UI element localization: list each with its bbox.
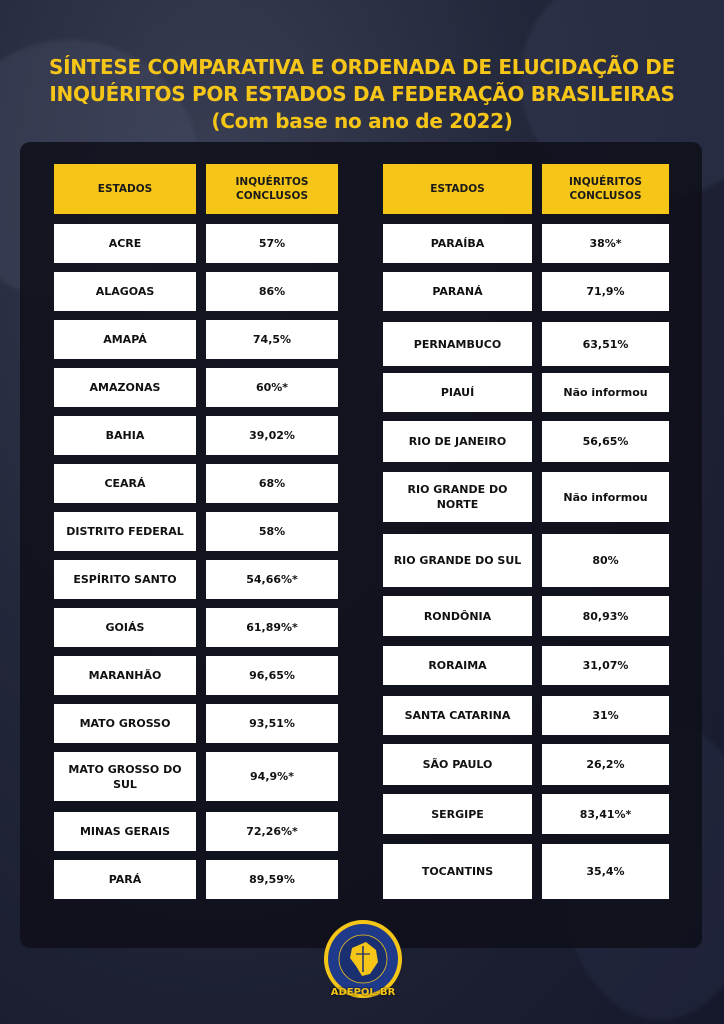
left-estado-cell: ACRE (54, 224, 196, 263)
right-valor-cell: 38%* (542, 224, 669, 263)
left-valor-cell: 72,26%* (206, 812, 338, 851)
right-estado-cell: SANTA CATARINA (383, 696, 532, 735)
left-valor-cell: 58% (206, 512, 338, 551)
left-valor-cell: 86% (206, 272, 338, 311)
left-estado-cell: CEARÁ (54, 464, 196, 503)
left-header-estados: ESTADOS (54, 164, 196, 214)
right-header-inqueritos: INQUÉRITOS CONCLUSOS (542, 164, 669, 214)
title-line-2: INQUÉRITOS POR ESTADOS DA FEDERAÇÃO BRASILEIRAS (49, 82, 675, 106)
right-estado-cell: RONDÔNIA (383, 596, 532, 636)
right-estado-cell: RORAIMA (383, 646, 532, 685)
left-valor-cell: 68% (206, 464, 338, 503)
right-valor-cell: 71,9% (542, 272, 669, 311)
right-valor-cell: 31,07% (542, 646, 669, 685)
left-estado-cell: MATO GROSSO (54, 704, 196, 743)
right-estado-cell: PERNAMBUCO (383, 322, 532, 366)
left-estado-cell: DISTRITO FEDERAL (54, 512, 196, 551)
right-valor-cell: 80,93% (542, 596, 669, 636)
left-valor-cell: 74,5% (206, 320, 338, 359)
left-valor-cell: 60%* (206, 368, 338, 407)
right-estado-cell: SERGIPE (383, 794, 532, 834)
right-valor-cell: 56,65% (542, 421, 669, 462)
right-header-estados: ESTADOS (383, 164, 532, 214)
left-estado-cell: BAHIA (54, 416, 196, 455)
right-estado-cell: PARAÍBA (383, 224, 532, 263)
right-valor-cell: 35,4% (542, 844, 669, 899)
left-estado-cell: ESPÍRITO SANTO (54, 560, 196, 599)
left-valor-cell: 54,66%* (206, 560, 338, 599)
title-line-3: (Com base no ano de 2022) (211, 109, 513, 133)
left-valor-cell: 96,65% (206, 656, 338, 695)
left-estado-cell: MARANHÃO (54, 656, 196, 695)
logo-label: ADEPOL-BR (330, 987, 396, 998)
right-estado-cell: TOCANTINS (383, 844, 532, 899)
right-valor-cell: 80% (542, 534, 669, 587)
left-estado-cell: MINAS GERAIS (54, 812, 196, 851)
right-valor-cell: 83,41%* (542, 794, 669, 834)
left-estado-cell: AMAPÁ (54, 320, 196, 359)
right-estado-cell: RIO DE JANEIRO (383, 421, 532, 462)
right-valor-cell: 63,51% (542, 322, 669, 366)
right-estado-cell: RIO GRANDE DO SUL (383, 534, 532, 587)
left-valor-cell: 89,59% (206, 860, 338, 899)
right-estado-cell: SÃO PAULO (383, 744, 532, 785)
right-estado-cell: PARANÁ (383, 272, 532, 311)
page-title (0, 54, 724, 135)
left-estado-cell: ALAGOAS (54, 272, 196, 311)
right-valor-cell: Não informou (542, 472, 669, 522)
right-valor-cell: 31% (542, 696, 669, 735)
right-valor-cell: 26,2% (542, 744, 669, 785)
left-valor-cell: 39,02% (206, 416, 338, 455)
left-valor-cell: 61,89%* (206, 608, 338, 647)
left-valor-cell: 93,51% (206, 704, 338, 743)
left-header-inqueritos: INQUÉRITOS CONCLUSOS (206, 164, 338, 214)
left-estado-cell: PARÁ (54, 860, 196, 899)
left-estado-cell: GOIÁS (54, 608, 196, 647)
right-estado-cell: RIO GRANDE DO NORTE (383, 472, 532, 522)
left-estado-cell: MATO GROSSO DO SUL (54, 752, 196, 801)
right-valor-cell: Não informou (542, 373, 669, 412)
left-valor-cell: 57% (206, 224, 338, 263)
right-estado-cell: PIAUÍ (383, 373, 532, 412)
title-line-1: SÍNTESE COMPARATIVA E ORDENADA DE ELUCIDAÇÃO DE (49, 55, 675, 79)
left-valor-cell: 94,9%* (206, 752, 338, 801)
left-estado-cell: AMAZONAS (54, 368, 196, 407)
